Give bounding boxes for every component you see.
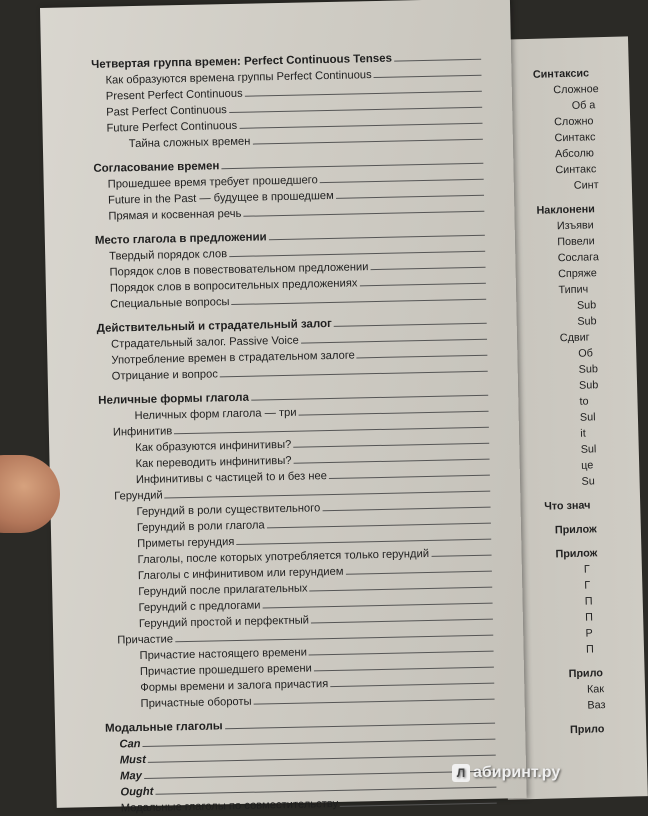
right-toc-entry: Об а — [571, 99, 596, 112]
toc-entry-title: Ought — [120, 785, 154, 799]
toc-entry-title: Can — [119, 738, 141, 751]
toc-entry-title: Герундий в роли глагола — [136, 519, 265, 535]
toc-leader-line — [243, 211, 484, 217]
right-toc-entry: Прило — [568, 667, 604, 681]
right-toc-entry: Сослага — [557, 251, 600, 265]
right-toc-entry: Прило — [569, 723, 605, 737]
left-page — [40, 0, 527, 815]
toc-entry-title: Инфинитив — [112, 425, 173, 439]
right-toc-entry: Сложное — [553, 83, 599, 97]
toc-leader-line — [251, 395, 488, 401]
toc-entry-title: Специальные вопросы — [110, 296, 230, 311]
toc-entry-title: Глаголы, после которых употребляется только герундий — [137, 547, 430, 567]
right-toc-entry: Sul — [580, 443, 597, 456]
right-toc-entry: Sub — [578, 379, 599, 392]
right-toc-entry: Повели — [557, 235, 595, 249]
toc-entry — [110, 291, 486, 311]
right-toc-entry: Ваз — [587, 699, 606, 712]
right-toc-entry: Синтаксис — [532, 67, 590, 81]
toc-entry-title: Твердый порядок слов — [109, 248, 228, 263]
toc-entry — [121, 795, 497, 815]
toc-entry-title: Причастие — [117, 633, 174, 647]
toc-entry-title: Модальные глаголы по совместительству — [120, 797, 339, 815]
right-toc-entry: Синтакс — [555, 163, 597, 177]
toc-entry-title: Причастие прошедшего времени — [139, 662, 312, 679]
right-toc-entry: Прилож — [554, 523, 597, 537]
right-toc-entry: Su — [581, 475, 595, 488]
toc-leader-line — [245, 91, 482, 97]
right-toc-entry: Синтакс — [554, 131, 596, 145]
toc-entry — [112, 363, 488, 383]
toc-entry-title: Герундий после прилагательных — [138, 582, 308, 599]
toc-entry-title: Как образуются инфинитивы? — [135, 438, 292, 455]
toc-leader-line — [346, 571, 492, 575]
toc-leader-line — [236, 539, 491, 545]
toc-leader-line — [144, 771, 496, 779]
toc-entry — [129, 131, 483, 150]
labirint-logo-icon: Л — [452, 764, 470, 782]
toc-entry-title: Герундий в роли существительного — [136, 502, 321, 519]
right-toc-entry: Sub — [578, 363, 599, 376]
toc-entry-title: Отрицание и вопрос — [111, 368, 219, 383]
toc-entry-title: Future Perfect Continuous — [106, 119, 238, 135]
toc-entry-title: Прошедшее время требует прошедшего — [107, 174, 318, 191]
toc-leader-line — [330, 683, 494, 687]
right-toc-entry: Г — [583, 563, 590, 576]
toc-entry-title: Четвертая группа времен: Perfect Continuous Tenses — [91, 52, 393, 71]
toc-leader-line — [269, 235, 485, 241]
toc-entry-title: Как переводить инфинитивы? — [135, 454, 292, 471]
toc-entry-title: Глаголы с инфинитивом или герундием — [137, 565, 344, 583]
toc-entry-title: Порядок слов в вопросительных предложениях — [109, 277, 358, 295]
toc-leader-line — [357, 355, 488, 359]
toc-entry-title: Страдательный залог. Passive Voice — [110, 334, 299, 351]
toc-leader-line — [155, 787, 496, 795]
right-toc-entry: П — [584, 595, 593, 608]
toc-entry-title: Согласование времен — [93, 160, 220, 175]
right-toc-entry: Наклонени — [536, 203, 595, 217]
toc-entry-title: Герундий — [114, 489, 163, 503]
toc-leader-line — [221, 163, 483, 169]
right-toc-entry: П — [584, 611, 594, 624]
toc-leader-line — [334, 323, 487, 327]
right-toc-entry: it — [580, 427, 586, 440]
toc-entry-title: Прямая и косвенная речь — [108, 207, 242, 223]
toc-leader-line — [252, 139, 482, 145]
right-toc-entry: Что знач — [544, 499, 591, 513]
toc-leader-line — [143, 739, 496, 747]
toc-entry-title: May — [119, 770, 142, 783]
right-toc-entry: Об — [578, 347, 593, 360]
toc-leader-line — [301, 339, 487, 344]
toc-leader-line — [175, 635, 493, 643]
toc-entry-title: Неличные формы глагола — [98, 391, 250, 407]
toc-leader-line — [174, 427, 489, 435]
toc-entry-title: Причастие настоящего времени — [139, 646, 308, 663]
toc-leader-line — [229, 107, 482, 113]
toc-leader-line — [340, 803, 497, 807]
toc-entry-title: Действительный и страдательный залог — [96, 317, 332, 335]
toc-leader-line — [320, 179, 484, 183]
toc-entry-title: Причастные обороты — [140, 695, 252, 711]
right-toc-entry: Sul — [579, 411, 596, 424]
right-toc-entry: Как — [586, 683, 605, 696]
toc-leader-line — [165, 491, 491, 499]
toc-leader-line — [220, 371, 488, 378]
toc-entry — [108, 203, 484, 223]
toc-leader-line — [309, 651, 494, 656]
toc-leader-line — [239, 123, 482, 129]
toc-entry-title: Тайна сложных времен — [128, 135, 251, 151]
toc-leader-line — [329, 475, 490, 479]
watermark — [452, 764, 560, 782]
toc-entry-title: Present Perfect Continuous — [105, 87, 243, 103]
toc-leader-line — [232, 299, 487, 305]
toc-entry-title: Инфинитивы с частицей to и без нее — [135, 470, 328, 487]
toc-leader-line — [314, 667, 494, 672]
toc-entry-title: Как образуются времена группы Perfect Continuous — [105, 69, 372, 87]
right-toc-entry: Прилож — [555, 547, 598, 561]
toc-leader-line — [359, 283, 485, 287]
toc-leader-line — [374, 75, 482, 78]
right-toc-entry: Спряже — [557, 267, 597, 281]
toc-leader-line — [310, 587, 493, 592]
toc-entry-title: Место глагола в предложении — [94, 231, 267, 247]
toc-leader-line — [336, 195, 484, 199]
toc-leader-line — [294, 459, 490, 464]
toc-leader-line — [225, 723, 495, 730]
toc-leader-line — [311, 619, 493, 624]
toc-leader-line — [370, 267, 485, 270]
toc-entry-title: Future in the Past — будущее в прошедшем — [107, 189, 334, 207]
toc-entry-title: Модальные глаголы — [104, 720, 223, 735]
right-toc-entry: Абсолю — [554, 147, 595, 161]
toc-leader-line — [229, 251, 485, 257]
toc-leader-line — [322, 507, 490, 512]
toc-entry-title: Формы времени и залога причастия — [140, 678, 329, 695]
toc-leader-line — [431, 555, 492, 557]
right-toc-entry: Sub — [576, 299, 597, 312]
toc-entry-title: Употребление времен в страдательном залоге — [111, 349, 355, 367]
right-toc-entry: to — [579, 395, 589, 408]
right-toc-entry: Сложно — [554, 115, 594, 129]
toc-leader-line — [254, 699, 495, 705]
right-toc-entry: Изъяви — [556, 219, 594, 233]
right-toc-entry: Сдвиг — [559, 331, 590, 345]
toc-entry-title: Must — [119, 753, 147, 767]
right-toc-entry: Р — [585, 627, 593, 640]
toc-leader-line — [148, 755, 496, 763]
toc-entry — [140, 691, 494, 710]
right-toc-entry: Г — [584, 579, 591, 592]
toc-leader-line — [267, 523, 491, 529]
toc-entry-title: Герундий с предлогами — [138, 599, 261, 615]
right-toc-entry: Типич — [558, 283, 589, 297]
toc-leader-line — [293, 443, 489, 448]
right-toc-entry: Sub — [577, 315, 597, 328]
toc-entry-title: Past Perfect Continuous — [106, 104, 227, 119]
toc-leader-line — [299, 411, 489, 416]
toc-leader-line — [394, 59, 481, 62]
right-toc-entry: П — [585, 643, 594, 656]
toc-entry-title: Приметы герундия — [137, 536, 235, 551]
toc-leader-line — [263, 603, 493, 609]
toc-entry-title: Неличных форм глагола — три — [134, 406, 297, 423]
toc-entry-title: Порядок слов в повествовательном предложении — [109, 261, 369, 279]
right-toc-entry: Синт — [573, 179, 599, 192]
watermark-text: абиринт.ру — [473, 764, 561, 781]
right-toc-entry: це — [581, 459, 594, 472]
toc-entry-title: Герундий простой и перфектный — [138, 614, 310, 631]
